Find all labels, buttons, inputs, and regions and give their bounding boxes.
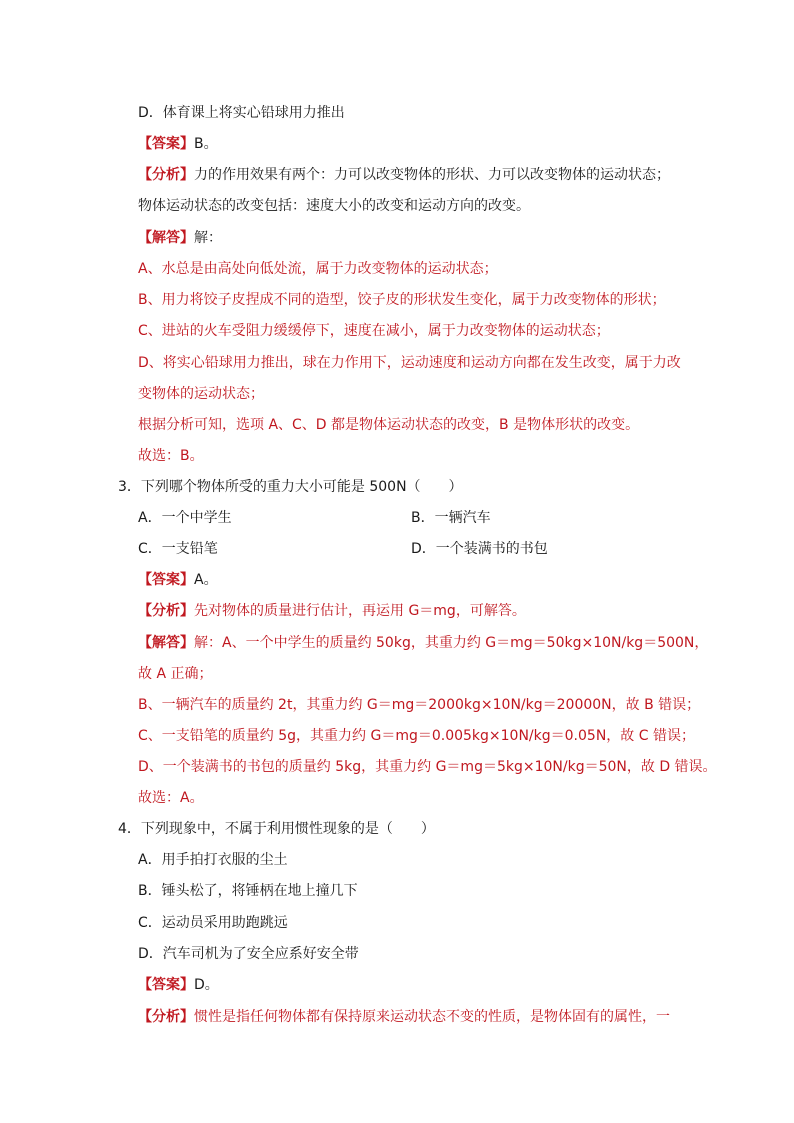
- q4-option-a: A．用手拍打衣服的尘土: [138, 852, 288, 868]
- q2-solution: [138, 228, 222, 248]
- q3-solution-d: D、一个装满书的书包的质量约 5kg，其重力约 G＝mg＝5kg×10N/kg＝50N，故 D 错误。: [138, 759, 717, 775]
- analysis-text: 力的作用效果有两个：力可以改变物体的形状、力可以改变物体的运动状态；: [194, 167, 670, 183]
- q4-analysis: [138, 1007, 670, 1027]
- q4-answer: [138, 975, 219, 995]
- q2-solution-a: A、水总是由高处向低处流，属于力改变物体的运动状态；: [138, 261, 498, 277]
- analysis-tag: 【分析】: [138, 167, 194, 183]
- q3-option-b: B．一辆汽车: [411, 510, 491, 526]
- analysis-text: 惯性是指任何物体都有保持原来运动状态不变的性质，是物体固有的属性，一: [194, 1009, 670, 1025]
- answer-text: D。: [194, 977, 219, 993]
- q3-stem: 3．下列哪个物体所受的重力大小可能是 500N（ ）: [118, 479, 463, 495]
- q2-solution-b: B、用力将饺子皮捏成不同的造型，饺子皮的形状发生变化，属于力改变物体的形状；: [138, 292, 666, 308]
- q3-analysis: [138, 601, 526, 621]
- answer-tag: 【答案】: [138, 136, 194, 152]
- solution-head: 解：: [194, 230, 222, 246]
- q4-option-d: D．汽车司机为了安全应系好安全带: [138, 946, 359, 962]
- answer-text: B。: [194, 136, 218, 152]
- q2-solution-d-line2: 变物体的运动状态；: [138, 386, 264, 402]
- q3-solution-a-line2: 故 A 正确；: [138, 666, 213, 682]
- q2-analysis-line2: 物体运动状态的改变包括：速度大小的改变和运动方向的改变。: [138, 198, 530, 214]
- analysis-tag: 【分析】: [138, 603, 194, 619]
- answer-tag: 【答案】: [138, 572, 194, 588]
- q4-option-b: B．锤头松了，将锤柄在地上撞几下: [138, 883, 358, 899]
- q3-option-c: C．一支铅笔: [138, 541, 218, 557]
- q2-solution-c: C、进站的火车受阻力缓缓停下，速度在减小，属于力改变物体的运动状态；: [138, 323, 610, 339]
- q2-solution-d-line1: D、将实心铅球用力推出，球在力作用下，运动速度和运动方向都在发生改变，属于力改: [138, 355, 681, 371]
- q2-conclusion: 根据分析可知，选项 A、C、D 都是物体运动状态的改变，B 是物体形状的改变。: [138, 417, 640, 433]
- q3-choose: 故选：A。: [138, 790, 204, 806]
- q3-solution-c: C、一支铅笔的质量约 5g，其重力约 G＝mg＝0.005kg×10N/kg＝0.05N，故 C 错误；: [138, 728, 695, 744]
- q2-answer: [138, 134, 218, 154]
- q4-option-c: C．运动员采用助跑跳远: [138, 915, 288, 931]
- answer-tag: 【答案】: [138, 977, 194, 993]
- answer-text: A。: [194, 572, 218, 588]
- solution-text: 解：A、一个中学生的质量约 50kg，其重力约 G＝mg＝50kg×10N/kg＝500N，: [194, 635, 709, 651]
- analysis-text: 先对物体的质量进行估计，再运用 G＝mg，可解答。: [194, 603, 526, 619]
- q3-option-a: A．一个中学生: [138, 510, 232, 526]
- q2-option-d: D．体育课上将实心铅球用力推出: [138, 105, 345, 121]
- q4-stem: 4．下列现象中，不属于利用惯性现象的是（ ）: [118, 821, 435, 837]
- q3-answer: [138, 570, 218, 590]
- solution-tag: 【解答】: [138, 230, 194, 246]
- solution-tag: 【解答】: [138, 635, 194, 651]
- q2-analysis: [138, 165, 670, 185]
- q3-solution: [138, 633, 708, 653]
- q3-option-d: D．一个装满书的书包: [411, 541, 548, 557]
- q3-solution-b: B、一辆汽车的质量约 2t，其重力约 G＝mg＝2000kg×10N/kg＝20000N，故 B 错误；: [138, 697, 701, 713]
- q2-choose: 故选：B。: [138, 448, 204, 464]
- analysis-tag: 【分析】: [138, 1009, 194, 1025]
